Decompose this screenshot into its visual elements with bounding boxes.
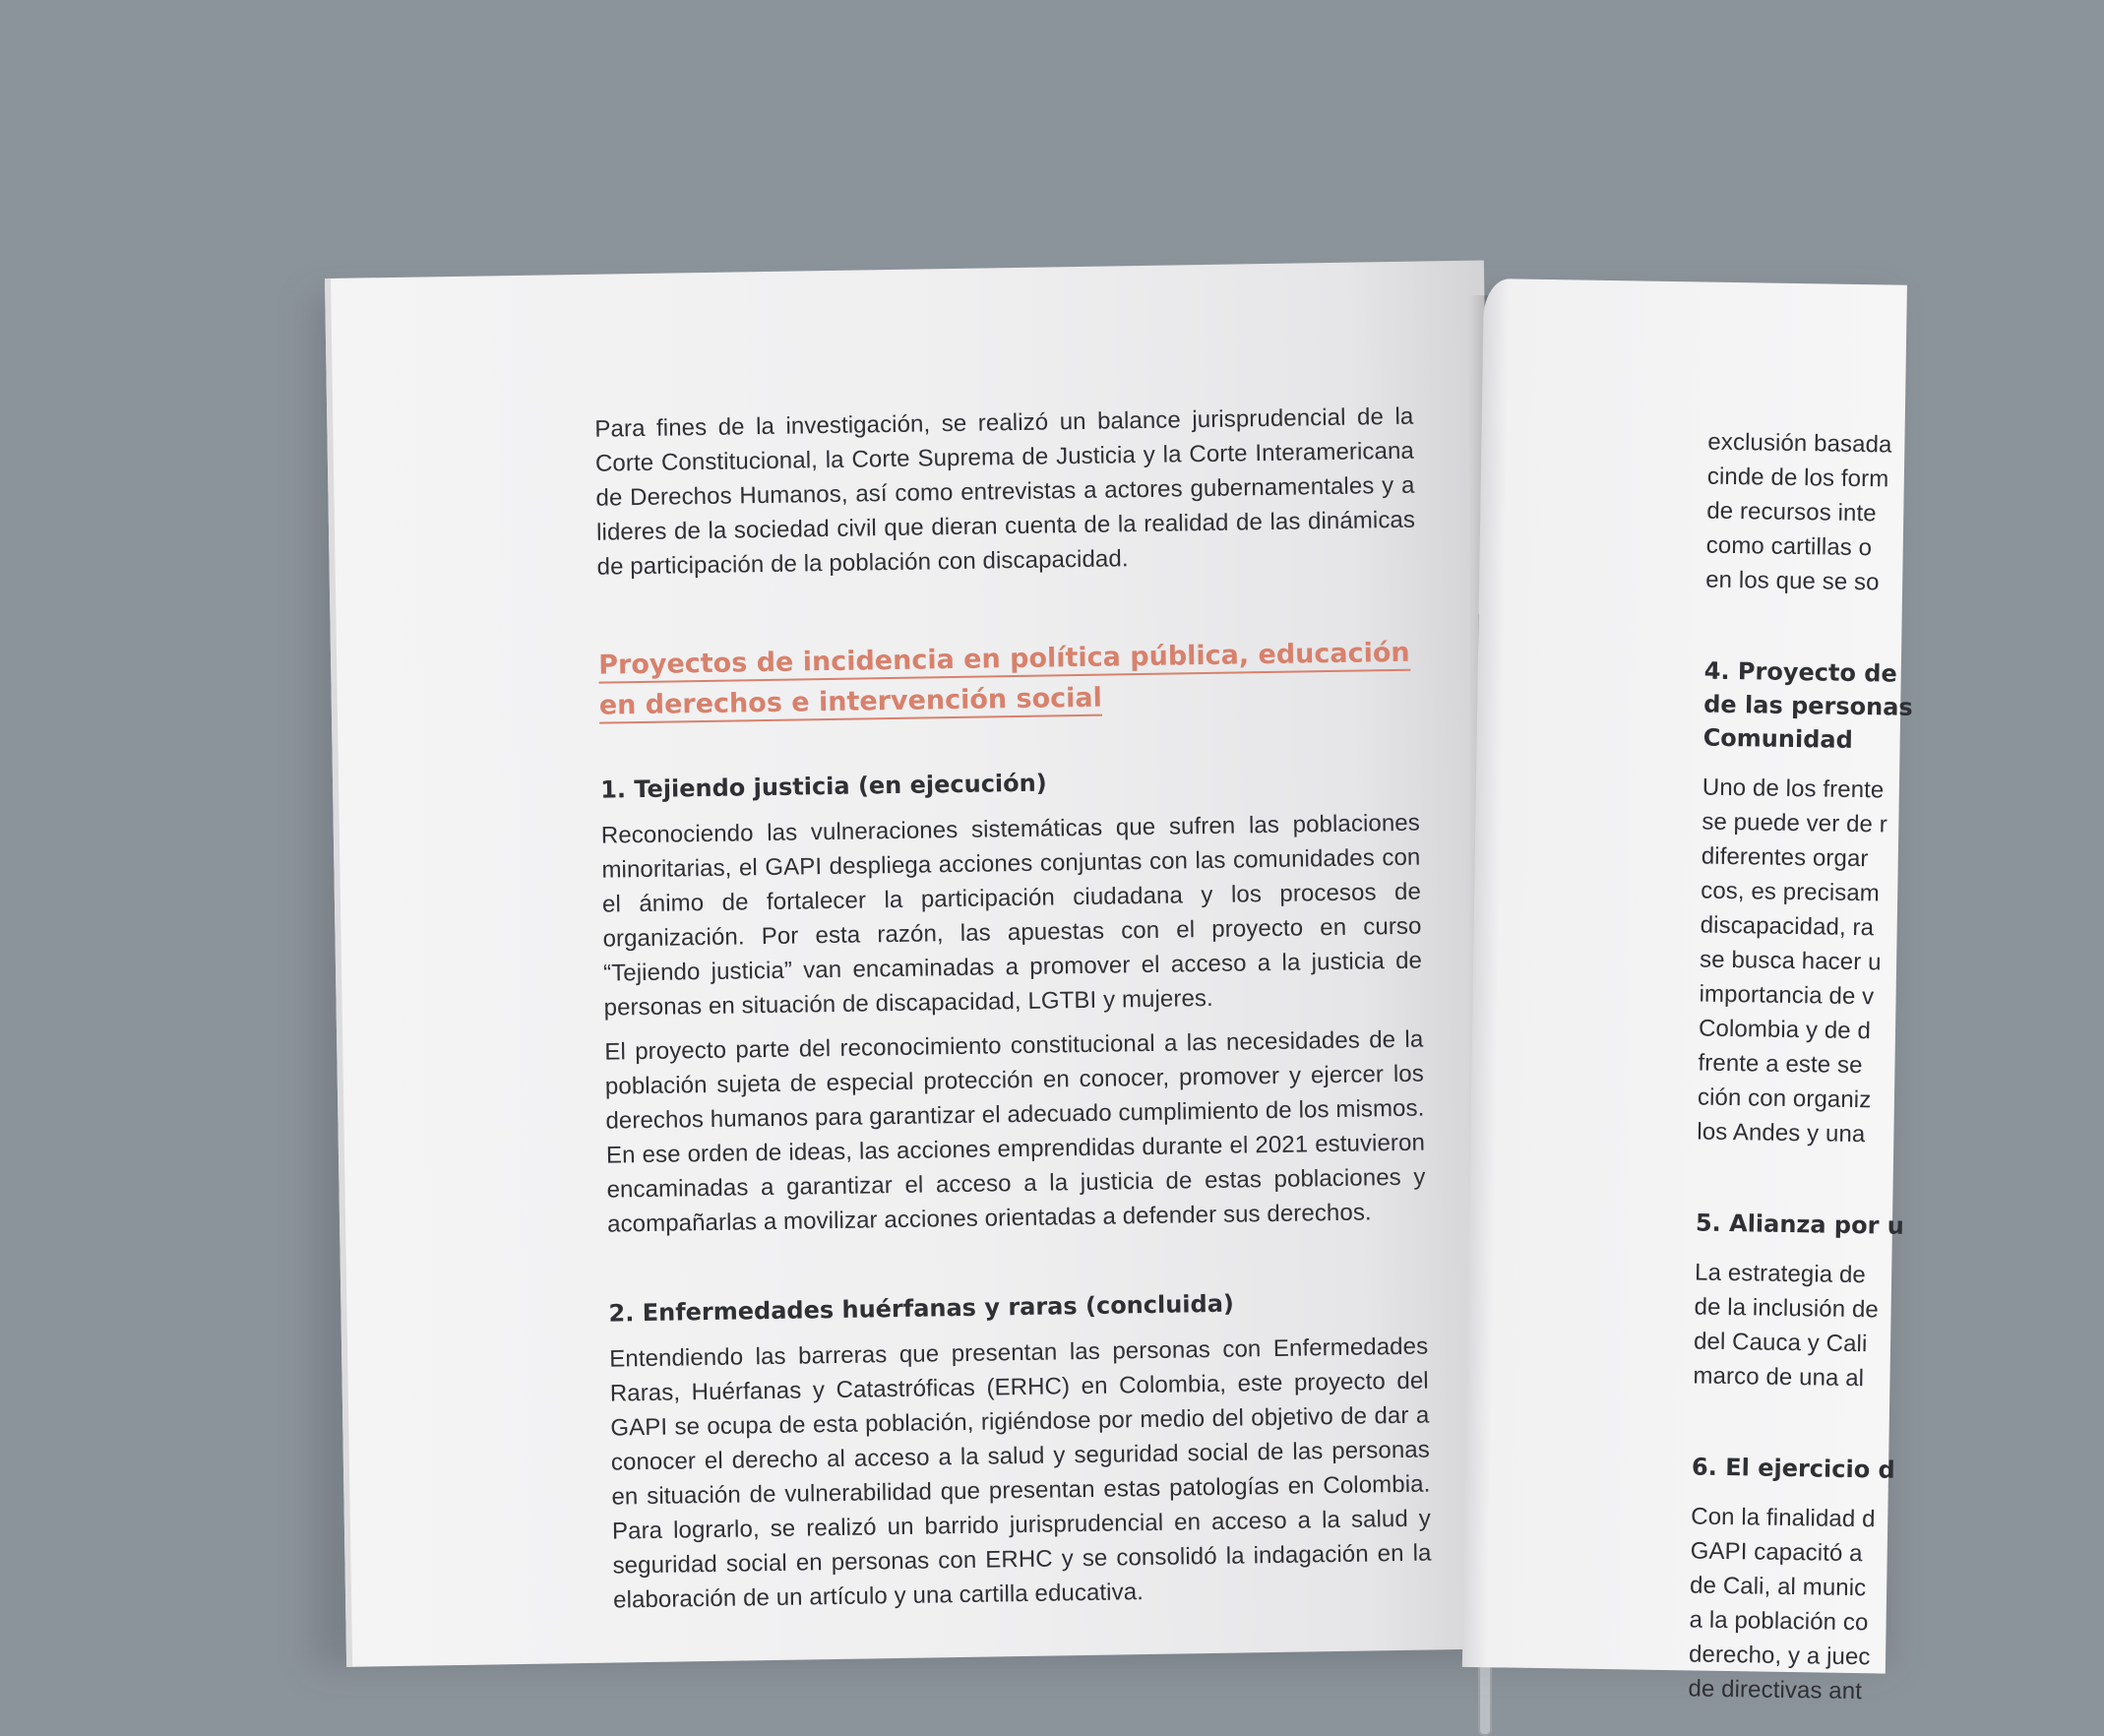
item-4-heading-line: Comunidad <box>1702 723 1853 754</box>
item-5-line: del Cauca y Cali <box>1693 1328 1868 1358</box>
section-title <box>598 633 1418 726</box>
right-intro-line: de recursos inte <box>1706 497 1877 527</box>
item-5-line: marco de una al <box>1693 1362 1865 1393</box>
right-intro-line: en los que se so <box>1705 566 1880 596</box>
item-6-line: Con la finalidad d <box>1691 1503 1876 1533</box>
item-5-line: La estrategia de <box>1694 1259 1867 1289</box>
right-intro-line: exclusión basada <box>1707 428 1892 459</box>
intro-paragraph: Para fines de la investigación, se realizó un balance jurisprudencial de la Corte Constitucional, la Corte Suprema de Justicia y la Corte Interamericana de Derechos Humanos, así como entrevistas a actores gubernamentales y a lideres de la sociedad civil que dieran cuenta de la realidad de las dinámicas de participación de la población con discapacidad. <box>594 403 1416 581</box>
item-4-line: diferentes orgar <box>1701 842 1869 873</box>
item-4-heading-line: de las personas <box>1703 690 1913 721</box>
item-4-line: ción con organiz <box>1697 1084 1872 1114</box>
item-1-paragraph-1: Reconociendo las vulneraciones sistemáticas que sufren las poblaciones minoritarias, el GAPI despliega acciones conjuntas con las comunidades con el ánimo de fortalecer la participación ciudadana y los procesos de organización. Por esta razón, las apuestas con el proyecto en curso “Tejiendo justicia” van encaminadas a promover el acceso a la justicia de personas en situación de discapacidad, LGTBI y mujeres. <box>600 809 1423 1022</box>
item-2-paragraph-1: Entendiendo las barreras que presentan las personas con Enfermedades Raras, Huérfanas y Catastróficas (ERHC) en Colombia, este proyecto del GAPI se ocupa de esta población, rigiéndose por medio del objetivo de dar a conocer el derecho al acceso a la salud y seguridad social de las personas en situación de vulnerabilidad que presentan estas patologías en Colombia. Para lograrlo, se realizó un barrido jurisprudencial en acceso a la salud y seguridad social en personas con ERHC y se consolidó la indagación en la elaboración de un artículo y una cartilla educativa. <box>609 1333 1432 1614</box>
right-intro-line: cinde de los form <box>1706 463 1889 493</box>
item-6-heading: 6. El ejercicio d <box>1691 1453 1895 1484</box>
item-4-line: cos, es precisam <box>1701 877 1881 907</box>
item-4-line: los Andes y una <box>1697 1118 1866 1148</box>
item-6-line: a la población co <box>1689 1606 1869 1637</box>
item-1-paragraph-2: El proyecto parte del reconocimiento constitucional a las necesidades de la población sujeta de especial protección en conocer, promover y ejercer los derechos humanos para garantizar el adecuado cumplimiento de los mismos. En ese orden de ideas, las acciones emprendidas durante el 2021 estuvieron encaminadas a garantizar el acceso a la justicia de estas poblaciones y acompañarlas a movilizar acciones orientadas a defender sus derechos. <box>604 1025 1426 1238</box>
item-4-line: se puede ver de r <box>1702 808 1888 838</box>
item-4-line: Uno de los frente <box>1702 774 1885 804</box>
item-4-line: frente a este se <box>1698 1049 1863 1080</box>
right-page <box>1462 279 1913 1705</box>
item-2-heading: 2. Enfermedades huérfanas y raras (concluida) <box>608 1289 1235 1328</box>
item-6-line: derecho, y a juec <box>1688 1641 1871 1671</box>
item-6-line: GAPI capacitó a <box>1690 1537 1863 1568</box>
right-text-column <box>1688 425 2101 1712</box>
item-4-line: Colombia y de d <box>1698 1015 1872 1045</box>
item-5-line: de la inclusión de <box>1694 1293 1880 1324</box>
item-6-line: de directivas ant <box>1688 1675 1863 1705</box>
item-4-line: importancia de v <box>1699 980 1875 1011</box>
item-4-line: discapacidad, ra <box>1700 911 1875 942</box>
item-6-line: de Cali, al munic <box>1689 1572 1867 1602</box>
section-title-text: Proyectos de incidencia en política pública, educación en derechos e intervención social <box>598 638 1410 724</box>
item-5-heading: 5. Alianza por u <box>1695 1209 1905 1240</box>
left-page <box>325 260 1506 1666</box>
item-1-heading: 1. Tejiendo justicia (en ejecución) <box>599 769 1047 804</box>
item-4-line: se busca hacer u <box>1699 946 1882 976</box>
item-4-heading-line: 4. Proyecto de <box>1703 656 1897 688</box>
left-text-column <box>594 400 1432 1618</box>
right-intro-line: como cartillas o <box>1705 531 1873 562</box>
